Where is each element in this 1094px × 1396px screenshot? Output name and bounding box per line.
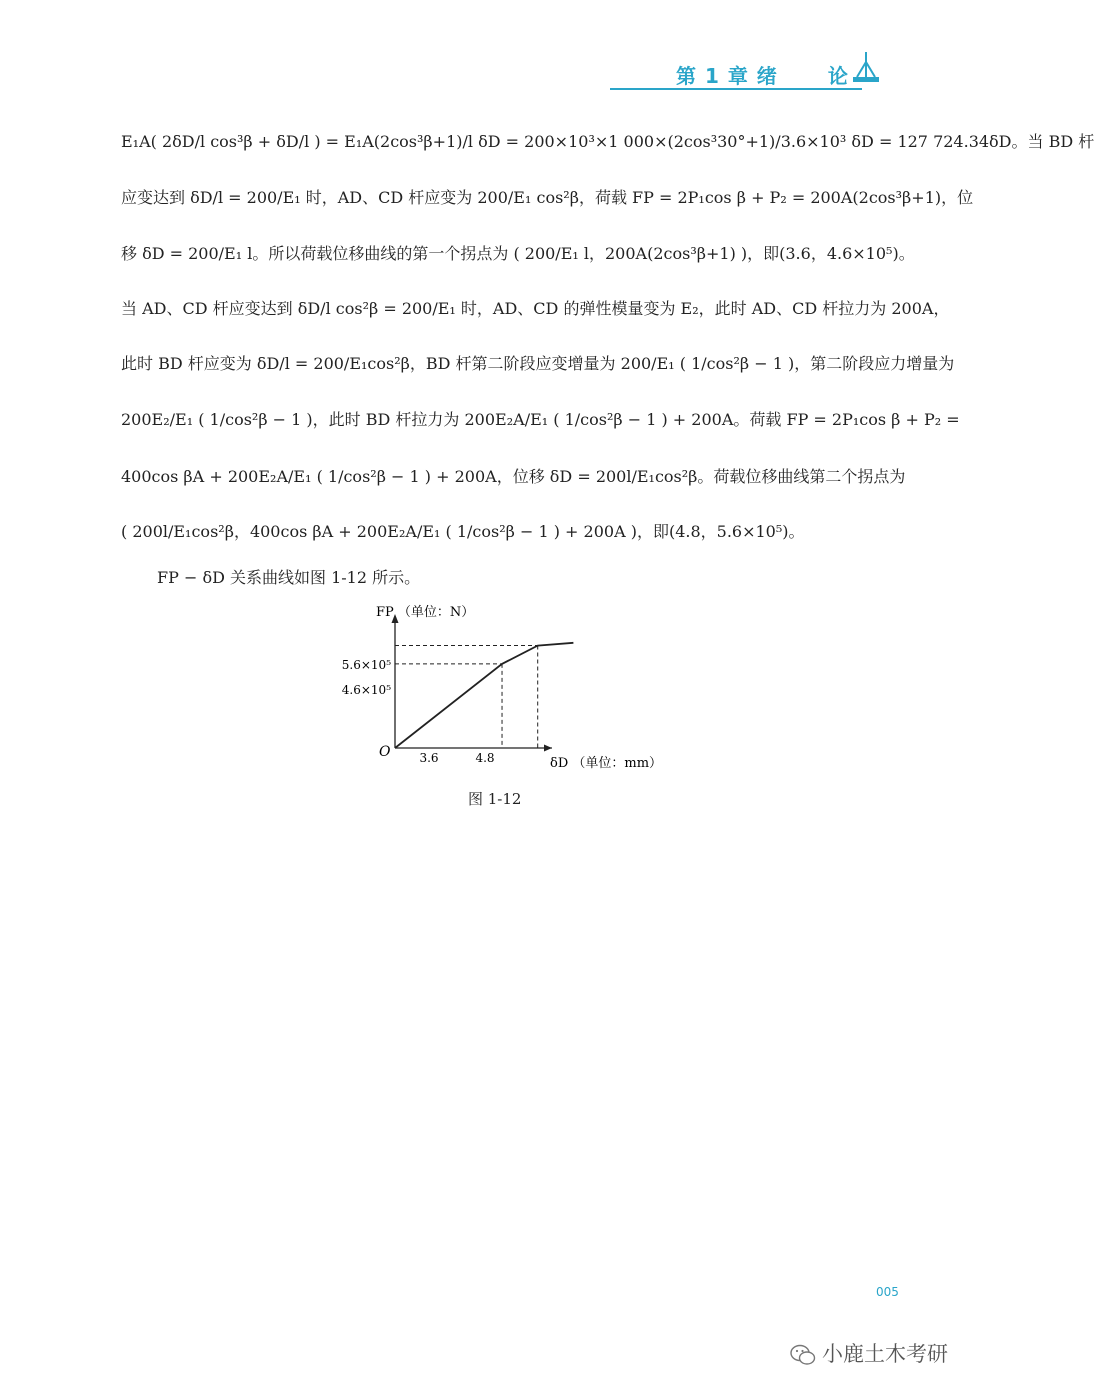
y-axis-label: FP （单位：N） xyxy=(376,605,475,620)
structure-icon xyxy=(851,50,881,84)
load-displacement-figure xyxy=(330,598,680,787)
y-tick-label: 5.6×10⁵ xyxy=(341,658,391,672)
x-tick-label: 4.8 xyxy=(475,751,495,765)
x-tick-label: 3.6 xyxy=(419,751,439,765)
body-line-8: ( 200l/E₁cos²β，400cos βA + 200E₂A/E₁ ( 1/cos²β − 1 ) + 200A )，即(4.8，5.6×10⁵)。 xyxy=(121,522,805,541)
watermark-text: 小鹿土木考研 xyxy=(822,1342,948,1366)
load-displacement-chart xyxy=(330,598,680,783)
origin-label: O xyxy=(379,744,391,760)
body-line-6: 200E₂/E₁ ( 1/cos²β − 1 )，此时 BD 杆拉力为 200E₂A/E₁ ( 1/cos²β − 1 ) + 200A。荷载 FP = 2P₁cos β + P₂ = xyxy=(121,410,960,429)
body-line-9: FP − δD 关系曲线如图 1-12 所示。 xyxy=(157,568,421,587)
body-line-4: 当 AD、CD 杆应变达到 δD/l cos²β = 200/E₁ 时，AD、CD 的弹性模量变为 E₂，此时 AD、CD 杆拉力为 200A， xyxy=(121,299,950,318)
body-line-3: 移 δD = 200/E₁ l。所以荷载位移曲线的第一个拐点为 ( 200/E₁ l，200A(2cos³β+1) )，即(3.6，4.6×10⁵)。 xyxy=(121,244,915,263)
chapter-title-end: 论 xyxy=(827,64,849,88)
body-line-5: 此时 BD 杆应变为 δD/l = 200/E₁cos²β，BD 杆第二阶段应变增量为 200/E₁ ( 1/cos²β − 1 )，第二阶段应力增量为 xyxy=(121,354,955,373)
chapter-title: 第 1 章 绪 xyxy=(676,64,778,88)
watermark xyxy=(790,1338,948,1368)
wechat-icon xyxy=(790,1344,816,1366)
chapter-heading xyxy=(676,60,849,89)
x-axis-label: δD （单位：mm） xyxy=(550,756,663,771)
load-curve xyxy=(395,643,573,748)
body-line-1: E₁A( 2δD/l cos³β + δD/l ) = E₁A(2cos³β+1)/l δD = 200×10³×1 000×(2cos³30°+1)/3.6×10³ δD = 127 724.34δD。当 BD 杆 xyxy=(121,132,1094,151)
y-tick-label: 4.6×10⁵ xyxy=(341,683,391,697)
figure-caption: 图 1-12 xyxy=(468,790,522,808)
body-line-7: 400cos βA + 200E₂A/E₁ ( 1/cos²β − 1 ) + 200A，位移 δD = 200l/E₁cos²β。荷载位移曲线第二个拐点为 xyxy=(121,467,906,486)
header-rule xyxy=(610,88,862,90)
body-line-2: 应变达到 δD/l = 200/E₁ 时，AD、CD 杆应变为 200/E₁ cos²β，荷载 FP = 2P₁cos β + P₂ = 200A(2cos³β+1)，位 xyxy=(121,188,974,207)
page-number: 005 xyxy=(876,1285,899,1299)
x-axis-arrow xyxy=(544,745,552,752)
